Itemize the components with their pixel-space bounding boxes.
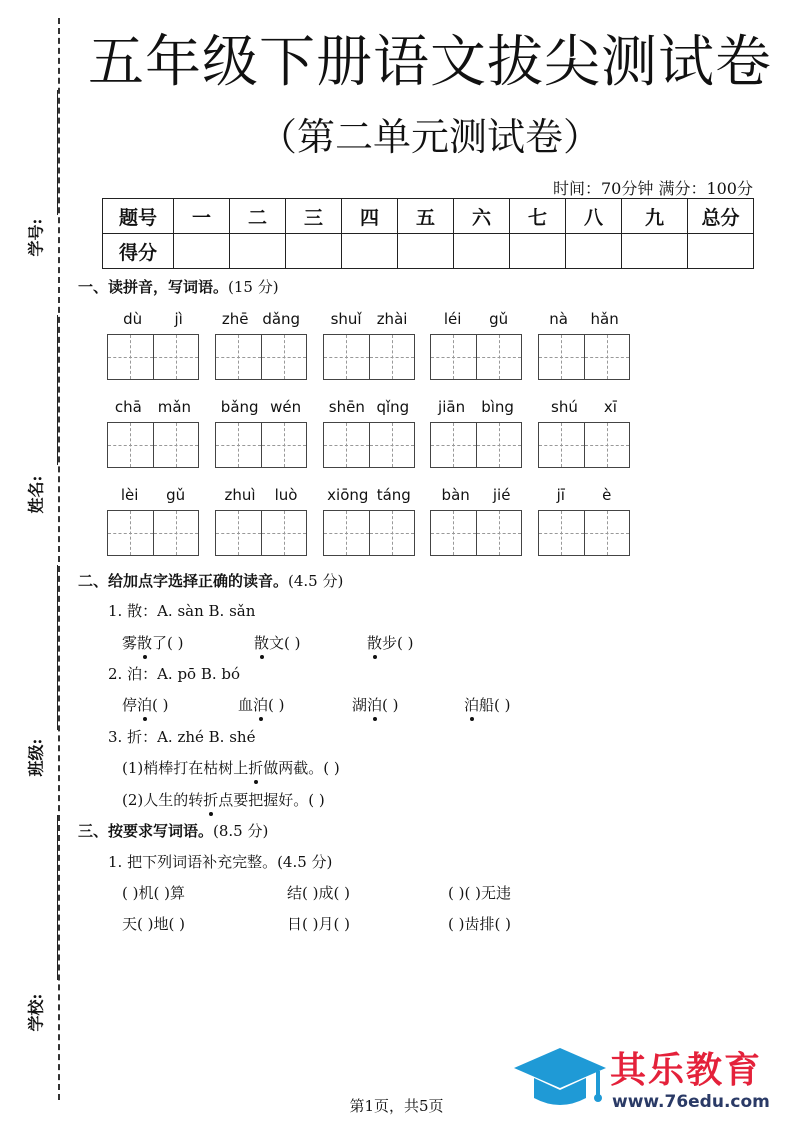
class-label: 班级: [26, 738, 46, 777]
section1-points: (15 分) [228, 278, 279, 296]
score-table-score-row [103, 234, 754, 269]
score-cell[interactable] [454, 234, 510, 269]
pinyin-syllable: gǔ [489, 310, 509, 328]
school-label: 学校: [26, 993, 46, 1032]
pinyin-word-group [215, 396, 307, 468]
fill-word[interactable]: 结( )成( ) [287, 884, 350, 902]
fill-word[interactable]: ( )( )无违 [448, 884, 511, 902]
q1-item[interactable] [367, 632, 414, 653]
pinyin-word-group [538, 396, 630, 468]
writing-box[interactable] [539, 423, 585, 467]
q3-item-pre: (2)人生的转 [122, 791, 204, 809]
writing-box[interactable] [108, 511, 154, 555]
writing-grid [215, 510, 307, 556]
writing-box[interactable] [431, 423, 477, 467]
score-cell[interactable] [622, 234, 688, 269]
dotted-char: 泊 [367, 696, 383, 714]
section1-title [78, 276, 279, 297]
pinyin-syllable: jī [556, 486, 565, 504]
writing-box[interactable] [585, 335, 630, 379]
writing-grid [430, 334, 522, 380]
fill-word[interactable]: ( )齿排( ) [448, 915, 511, 933]
brand-url: www.76edu.com [612, 1092, 770, 1112]
q3-item-post: 点要把握好。( ) [218, 791, 325, 809]
pinyin-syllable: chā [114, 398, 142, 416]
q2-item[interactable] [238, 694, 285, 715]
section2-points: (4.5 分) [288, 572, 344, 590]
writing-box[interactable] [477, 335, 522, 379]
pinyin-row [107, 484, 199, 506]
writing-grid [215, 422, 307, 468]
pinyin-word-group [538, 484, 630, 556]
dotted-char: 散 [367, 634, 383, 652]
writing-box[interactable] [539, 511, 585, 555]
score-table [102, 198, 754, 269]
q2-item-post: 船( ) [479, 696, 511, 714]
q1-item-pre: 雾 [122, 634, 138, 652]
pinyin-row [538, 308, 630, 330]
pinyin-row [430, 308, 522, 330]
writing-grid [323, 334, 415, 380]
pinyin-syllable: zhài [376, 310, 408, 328]
pinyin-row [215, 308, 307, 330]
score-header-cell: 二 [230, 199, 286, 234]
pinyin-syllable: qǐng [376, 398, 410, 416]
dotted-char: 泊 [253, 696, 269, 714]
writing-grid [538, 422, 630, 468]
writing-box[interactable] [216, 335, 262, 379]
pinyin-word-group [323, 396, 415, 468]
writing-box[interactable] [154, 511, 199, 555]
section2-title-text: 二、给加点字选择正确的读音。 [78, 572, 289, 590]
name-blank[interactable] [57, 315, 58, 465]
pinyin-syllable: dǎng [262, 310, 301, 328]
q3-head: 3. 折：A. zhé B. shé [108, 728, 256, 746]
pinyin-row [107, 308, 199, 330]
dotted-char: 泊 [464, 696, 480, 714]
writing-grid [538, 334, 630, 380]
pinyin-row [430, 484, 522, 506]
pinyin-word-group [430, 484, 522, 556]
score-header-cell: 四 [342, 199, 398, 234]
pinyin-row [538, 484, 630, 506]
pinyin-row [323, 484, 415, 506]
pinyin-syllable: bǎng [220, 398, 259, 416]
page-number: 第1页，共5页 [349, 1097, 444, 1115]
writing-box[interactable] [431, 335, 477, 379]
writing-box[interactable] [108, 335, 154, 379]
writing-box[interactable] [324, 511, 370, 555]
class-field [20, 565, 50, 775]
pinyin-row [107, 396, 199, 418]
score-cell[interactable] [230, 234, 286, 269]
score-header-cell: 八 [566, 199, 622, 234]
q2-item-post: ( ) [152, 696, 169, 714]
writing-grid [430, 422, 522, 468]
pinyin-syllable: bàn [441, 486, 470, 504]
q3-item-pre: (1)梢棒打在枯树上 [122, 759, 249, 777]
writing-box[interactable] [108, 423, 154, 467]
pinyin-syllable: jì [174, 310, 183, 328]
writing-grid [107, 334, 199, 380]
pinyin-word-group [430, 396, 522, 468]
name-label: 姓名: [26, 475, 46, 514]
writing-box[interactable] [262, 335, 307, 379]
score-header-cell: 总分 [688, 199, 754, 234]
score-header-cell: 七 [510, 199, 566, 234]
pinyin-syllable: jiān [438, 398, 466, 416]
pinyin-syllable: mǎn [157, 398, 192, 416]
pinyin-syllable: gǔ [166, 486, 186, 504]
writing-box[interactable] [585, 511, 630, 555]
pinyin-syllable: xī [603, 398, 617, 416]
brand-name: 其乐教育 [610, 1050, 763, 1091]
pinyin-row [430, 396, 522, 418]
pinyin-word-group [107, 308, 199, 380]
q2-item-post: ( ) [382, 696, 399, 714]
fill-word[interactable]: ( )机( )算 [122, 884, 185, 902]
q2-item[interactable] [464, 694, 511, 715]
score-cell[interactable] [174, 234, 230, 269]
fill-word[interactable]: 日( )月( ) [287, 915, 350, 933]
section2-title [78, 570, 343, 591]
pinyin-syllable: jié [492, 486, 511, 504]
pinyin-row [538, 396, 630, 418]
section1-title-text: 一、读拼音，写词语。 [78, 278, 229, 296]
pinyin-word-group [430, 308, 522, 380]
pinyin-row [215, 396, 307, 418]
pinyin-word-group [107, 484, 199, 556]
q2-item[interactable] [122, 694, 169, 715]
writing-box[interactable] [477, 423, 522, 467]
q1-item-post: 步( ) [382, 634, 414, 652]
pinyin-row [215, 484, 307, 506]
writing-box[interactable] [262, 511, 307, 555]
q3-item-post: 做两截。( ) [263, 759, 340, 777]
binding-margin-line [58, 18, 60, 1100]
score-cell[interactable] [510, 234, 566, 269]
writing-box[interactable] [539, 335, 585, 379]
pinyin-syllable: shú [551, 398, 578, 416]
q1-item-post: 文( ) [269, 634, 301, 652]
pinyin-syllable: è [602, 486, 612, 504]
writing-box[interactable] [216, 423, 262, 467]
pinyin-syllable: nà [549, 310, 568, 328]
section3-title-text: 三、按要求写词语。 [78, 822, 214, 840]
writing-grid [323, 422, 415, 468]
q1-item-post: 了( ) [152, 634, 184, 652]
pinyin-syllable: zhē [221, 310, 249, 328]
fill-word[interactable]: 天( )地( ) [122, 915, 185, 933]
pinyin-word-group [323, 308, 415, 380]
pinyin-syllable: lèi [120, 486, 139, 504]
writing-box[interactable] [370, 335, 415, 379]
pinyin-word-group [107, 396, 199, 468]
pinyin-row [323, 308, 415, 330]
pinyin-syllable: shuǐ [330, 310, 362, 328]
section3-title [78, 820, 268, 841]
writing-box[interactable] [262, 423, 307, 467]
pinyin-syllable: xiōng [327, 486, 369, 504]
q2-item-post: ( ) [268, 696, 285, 714]
dotted-char: 折 [248, 759, 264, 777]
writing-box[interactable] [431, 511, 477, 555]
writing-grid [107, 510, 199, 556]
name-field [20, 315, 50, 515]
q3-item[interactable] [122, 789, 325, 810]
writing-grid [538, 510, 630, 556]
q2-item-pre: 湖 [352, 696, 368, 714]
writing-box[interactable] [324, 423, 370, 467]
q2-item[interactable] [352, 694, 399, 715]
pinyin-syllable: bìng [481, 398, 514, 416]
score-row-label: 得分 [103, 234, 174, 269]
pinyin-syllable: léi [443, 310, 462, 328]
writing-box[interactable] [370, 423, 415, 467]
score-table-header-row [103, 199, 754, 234]
pinyin-syllable: táng [376, 486, 411, 504]
score-header-cell: 五 [398, 199, 454, 234]
writing-box[interactable] [585, 423, 630, 467]
score-cell[interactable] [342, 234, 398, 269]
pinyin-word-group [323, 484, 415, 556]
pinyin-syllable: wén [270, 398, 302, 416]
writing-box[interactable] [154, 423, 199, 467]
page-subtitle: （第二单元测试卷） [258, 115, 601, 159]
writing-box[interactable] [370, 511, 415, 555]
dotted-char: 折 [203, 791, 219, 809]
score-header-cell: 题号 [103, 199, 174, 234]
q2-item-pre: 血 [238, 696, 254, 714]
score-cell[interactable] [398, 234, 454, 269]
score-header-cell: 六 [454, 199, 510, 234]
school-field [20, 815, 50, 1035]
dotted-char: 散 [254, 634, 270, 652]
score-header-cell: 一 [174, 199, 230, 234]
writing-grid [430, 510, 522, 556]
pinyin-syllable: luò [274, 486, 298, 504]
score-cell[interactable] [688, 234, 754, 269]
pinyin-syllable: dù [123, 310, 143, 328]
pinyin-row [323, 396, 415, 418]
pinyin-syllable: hǎn [590, 310, 619, 328]
q1-item[interactable] [122, 632, 184, 653]
q1-item[interactable] [254, 632, 301, 653]
writing-grid [107, 422, 199, 468]
writing-grid [323, 510, 415, 556]
q1-head: 1. 散：A. sàn B. sǎn [108, 602, 256, 620]
s3-q1-head: 1. 把下列词语补充完整。(4.5 分) [108, 853, 333, 871]
school-blank[interactable] [57, 815, 58, 980]
q2-head: 2. 泊：A. pō B. bó [108, 665, 241, 683]
q2-item-pre: 停 [122, 696, 138, 714]
dotted-char: 泊 [137, 696, 153, 714]
page-title: 五年级下册语文拔尖测试卷 [88, 30, 772, 95]
time-info: 时间：70分钟 满分：100分 [553, 179, 753, 198]
pinyin-word-group [215, 484, 307, 556]
section3-points: (8.5 分) [213, 822, 269, 840]
q3-item[interactable] [122, 757, 340, 778]
writing-box[interactable] [477, 511, 522, 555]
pinyin-word-group [215, 308, 307, 380]
writing-box[interactable] [154, 335, 199, 379]
score-header-cell: 九 [622, 199, 688, 234]
writing-grid [215, 334, 307, 380]
writing-box[interactable] [216, 511, 262, 555]
dotted-char: 散 [137, 634, 153, 652]
pinyin-word-group [538, 308, 630, 380]
writing-box[interactable] [324, 335, 370, 379]
student-number-label: 学号: [26, 218, 46, 257]
pinyin-syllable: shēn [328, 398, 365, 416]
class-blank[interactable] [57, 565, 58, 730]
score-header-cell: 三 [286, 199, 342, 234]
score-cell[interactable] [286, 234, 342, 269]
score-cell[interactable] [566, 234, 622, 269]
pinyin-syllable: zhuì [224, 486, 256, 504]
